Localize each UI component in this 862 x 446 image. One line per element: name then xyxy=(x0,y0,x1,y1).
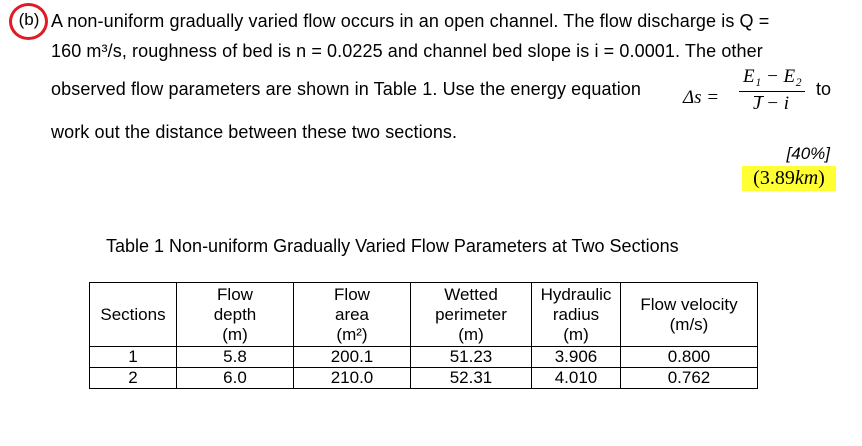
table-caption: Table 1 Non-uniform Gradually Varied Flow Parameters at Two Sections xyxy=(106,236,679,256)
cell-wetted-perimeter: 52.31 xyxy=(411,368,532,389)
equation-denominator: J − i xyxy=(753,93,790,114)
answer-suffix: ) xyxy=(818,167,825,189)
question-line-3-end: to xyxy=(816,79,832,99)
cell-hydraulic-radius: 4.010 xyxy=(532,368,621,389)
question-label: (b) xyxy=(18,10,40,29)
answer-unit: km xyxy=(794,167,819,189)
cell-flow-depth: 5.8 xyxy=(177,347,294,368)
flow-parameters-table xyxy=(89,282,758,389)
question-line-3: observed flow parameters are shown in Table 1. Use the energy equation xyxy=(51,79,642,99)
table-row xyxy=(90,347,758,368)
cell-flow-area: 200.1 xyxy=(294,347,411,368)
header-flow-velocity: Flow velocity (m/s) xyxy=(621,283,758,347)
question-line-2: 160 m³/s, roughness of bed is n = 0.0225 and channel bed slope is i = 0.0001. The other xyxy=(51,41,763,61)
table-row xyxy=(90,368,758,389)
j-overbar xyxy=(754,96,764,97)
table-header-row xyxy=(90,283,758,347)
header-flow-area: Flow area (m²) xyxy=(294,283,411,347)
cell-hydraulic-radius: 3.906 xyxy=(532,347,621,368)
fraction-bar xyxy=(739,91,805,92)
header-hydraulic-radius: Hydraulic radius (m) xyxy=(532,283,621,347)
cell-flow-area: 210.0 xyxy=(294,368,411,389)
cell-wetted-perimeter: 51.23 xyxy=(411,347,532,368)
header-flow-depth: Flow depth (m) xyxy=(177,283,294,347)
cell-flow-velocity: 0.800 xyxy=(621,347,758,368)
equation-lhs: Δs = xyxy=(683,87,720,108)
header-sections: Sections xyxy=(90,283,177,347)
cell-section: 1 xyxy=(90,347,177,368)
cell-flow-depth: 6.0 xyxy=(177,368,294,389)
marks-weight: [40%] xyxy=(786,144,830,163)
answer-prefix: (3.89 xyxy=(753,167,795,189)
answer-highlight xyxy=(742,166,836,191)
question-line-4: work out the distance between these two sections. xyxy=(51,122,458,142)
cell-flow-velocity: 0.762 xyxy=(621,368,758,389)
question-line-1: A non-uniform gradually varied flow occurs in an open channel. The flow discharge is Q = xyxy=(51,11,770,31)
energy-equation xyxy=(675,66,815,120)
equation-numerator: E₁ − E₂ xyxy=(743,66,802,87)
cell-section: 2 xyxy=(90,368,177,389)
header-wetted-perimeter: Wetted perimeter (m) xyxy=(411,283,532,347)
